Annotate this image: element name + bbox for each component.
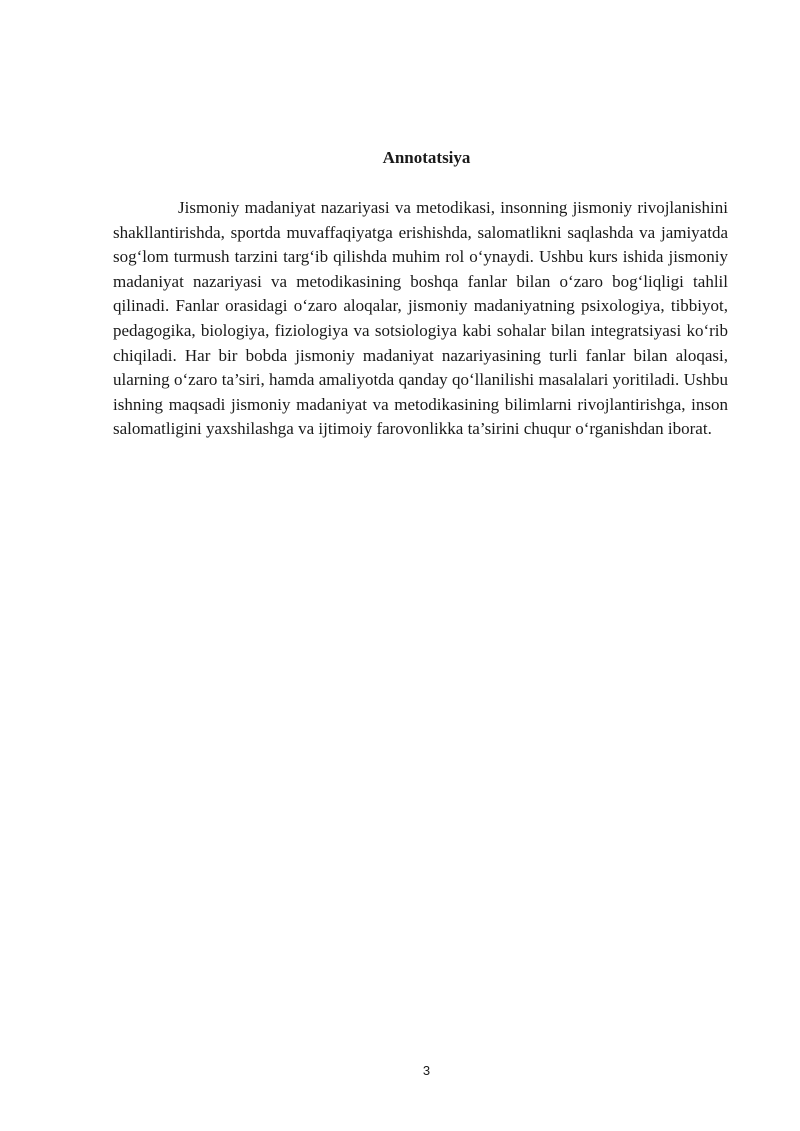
annotation-paragraph: Jismoniy madaniyat nazariyasi va metodikasi, insonning jismoniy rivojlanishini shakllantirishda, sportda muvaffaqiyatga erishishda, salomatlikni saqlashda va jamiyatda sog‘lom turmush tarzini targ‘ib qilishda muhim rol o‘ynaydi. Ushbu kurs ishida jismoniy madaniyat nazariyasi va metodikasining boshqa fanlar bilan o‘zaro bog‘liqligi tahlil qilinadi. Fanlar orasidagi o‘zaro aloqalar, jismoniy madaniyatning psixologiya, tibbiyot, pedagogika, biologiya, fiziologiya va sotsiologiya kabi sohalar bilan integratsiyasi ko‘rib chiqiladi. Har bir bobda jismoniy madaniyat nazariyasining turli fanlar bilan aloqasi, ularning o‘zaro ta’siri, hamda amaliyotda qanday qo‘llanilishi masalalari yoritiladi. Ushbu ishning maqsadi jismoniy madaniyat va metodikasining bilimlarni rivojlantirishga, inson salomatligini yaxshilashga va ijtimoiy farovonlikka ta’sirini chuqur o‘rganishdan iborat. (113, 198, 728, 439)
page-title: Annotatsiya (382, 148, 471, 167)
page-number: 3 (422, 1063, 431, 1078)
